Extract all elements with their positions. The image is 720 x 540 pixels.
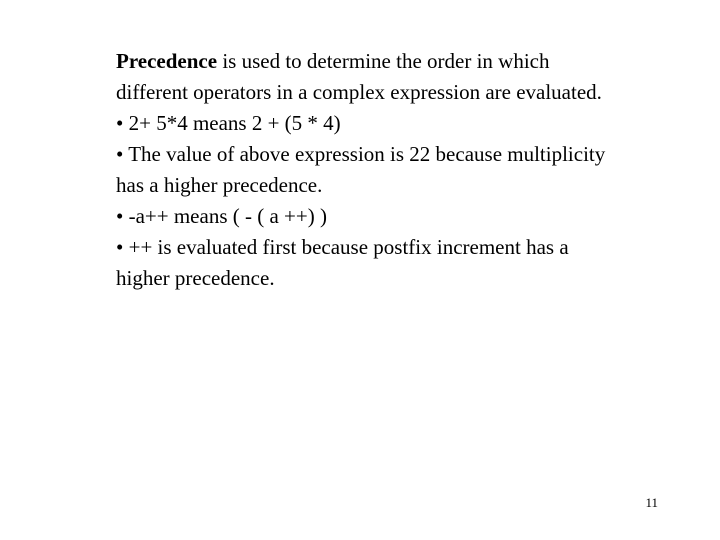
bullet-item: • 2+ 5*4 means 2 + (5 * 4) [116,111,341,135]
intro-text: is used to determine the order in which different operators in a complex expression are evaluated. [116,49,602,104]
intro-term: Precedence [116,49,218,73]
bullet-item: • ++ is evaluated first because postfix increment has a higher precedence. [116,235,569,290]
bullet-item: • -a++ means ( - ( a ++) ) [116,204,327,228]
page-number: 11 [645,495,658,510]
slide-body [116,46,616,294]
intro-paragraph [116,46,616,108]
bullet-item: • The value of above expression is 22 because multiplicity has a higher precedence. [116,142,606,197]
